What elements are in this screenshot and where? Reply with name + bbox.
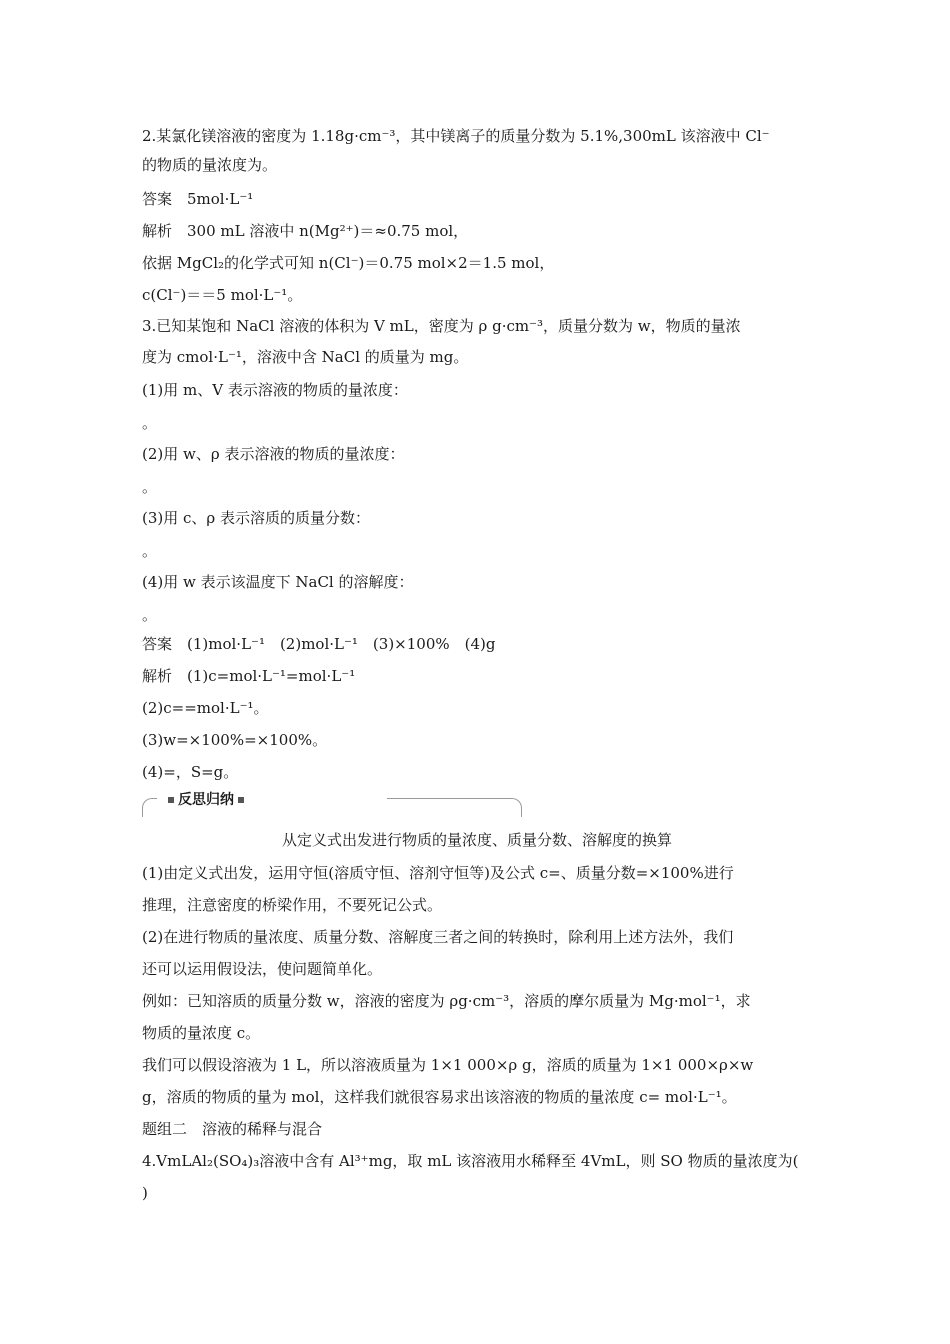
analysis-line: 解析 300 mL 溶液中 n(Mg²⁺)＝≈0.75 mol， bbox=[142, 222, 469, 240]
banner-corner-left bbox=[142, 798, 157, 817]
square-bullet-icon bbox=[168, 797, 174, 803]
question-line: 3.已知某饱和 NaCl 溶液的体积为 V mL，密度为 ρ g·cm⁻³，质量分数为 w，物质的量浓 bbox=[142, 317, 741, 335]
text-line: (2)c==mol·L⁻¹。 bbox=[142, 699, 269, 717]
group-heading: 题组二 溶液的稀释与混合 bbox=[142, 1120, 323, 1138]
text-line: 度为 cmol·L⁻¹，溶液中含 NaCl 的质量为 mg。 bbox=[142, 348, 469, 366]
text-line: 2.某氯化镁溶液的密度为 1.18g·cm⁻³，其中镁离子的质量分数为 5.1%,300mL 该溶液中 Cl⁻ bbox=[142, 127, 770, 145]
summary-banner bbox=[142, 792, 522, 818]
subquestion-line: (2)用 w、ρ 表示溶液的物质的量浓度： bbox=[142, 445, 405, 463]
banner-label bbox=[160, 789, 252, 809]
subquestion-line: (3)用 c、ρ 表示溶质的质量分数： bbox=[142, 509, 371, 527]
text-line: 。 bbox=[142, 542, 158, 560]
text-line: 还可以运用假设法，使问题简单化。 bbox=[142, 960, 383, 978]
square-bullet-icon bbox=[238, 797, 244, 803]
analysis-line: 解析 (1)c=mol·L⁻¹=mol·L⁻¹ bbox=[142, 667, 356, 685]
text-line: 。 bbox=[142, 414, 158, 432]
text-line: 的物质的量浓度为。 bbox=[142, 156, 278, 174]
text-line: 我们可以假设溶液为 1 L，所以溶液质量为 1×1 000×ρ g，溶质的质量为 1×1 000×ρ×w bbox=[142, 1056, 754, 1074]
section-title: 从定义式出发进行物质的量浓度、质量分数、溶解度的换算 bbox=[281, 831, 672, 849]
text-line: 物质的量浓度 c。 bbox=[142, 1024, 261, 1042]
text-line: c(Cl⁻)＝＝5 mol·L⁻¹。 bbox=[142, 286, 303, 304]
text-line: (4)=，S=g。 bbox=[142, 763, 239, 781]
text-line: 例如：已知溶质的质量分数 w，溶液的密度为 ρg·cm⁻³，溶质的摩尔质量为 Mg·mol⁻¹，求 bbox=[142, 992, 751, 1010]
answer-line: 答案 (1)mol·L⁻¹ (2)mol·L⁻¹ (3)×100% (4)g bbox=[142, 635, 496, 653]
answer-line: 答案 5mol·L⁻¹ bbox=[142, 190, 254, 208]
question-line: 4.VmLAl₂(SO₄)₃溶液中含有 Al³⁺mg，取 mL 该溶液用水稀释至 4VmL，则 SO 物质的量浓度为( bbox=[142, 1152, 799, 1170]
text-line: (2)在进行物质的量浓度、质量分数、溶解度三者之间的转换时，除利用上述方法外，我们 bbox=[142, 928, 734, 946]
subquestion-line: (4)用 w 表示该温度下 NaCl 的溶解度： bbox=[142, 573, 414, 591]
text-line: 依据 MgCl₂的化学式可知 n(Cl⁻)＝0.75 mol×2＝1.5 mol， bbox=[142, 254, 555, 272]
text-line: 推理，注意密度的桥梁作用，不要死记公式。 bbox=[142, 896, 443, 914]
banner-label-text: 反思归纳 bbox=[178, 792, 234, 808]
text-line: 。 bbox=[142, 606, 158, 624]
text-line: ) bbox=[142, 1184, 148, 1202]
text-line: g，溶质的物质的量为 mol，这样我们就很容易求出该溶液的物质的量浓度 c= mol·L⁻¹。 bbox=[142, 1088, 737, 1106]
text-line: 。 bbox=[142, 478, 158, 496]
text-line: (1)由定义式出发，运用守恒(溶质守恒、溶剂守恒等)及公式 c=、质量分数=×100%进行 bbox=[142, 864, 734, 882]
subquestion-line: (1)用 m、V 表示溶液的物质的量浓度： bbox=[142, 381, 408, 399]
text-line: (3)w=×100%=×100%。 bbox=[142, 731, 328, 749]
banner-rule bbox=[387, 798, 522, 817]
